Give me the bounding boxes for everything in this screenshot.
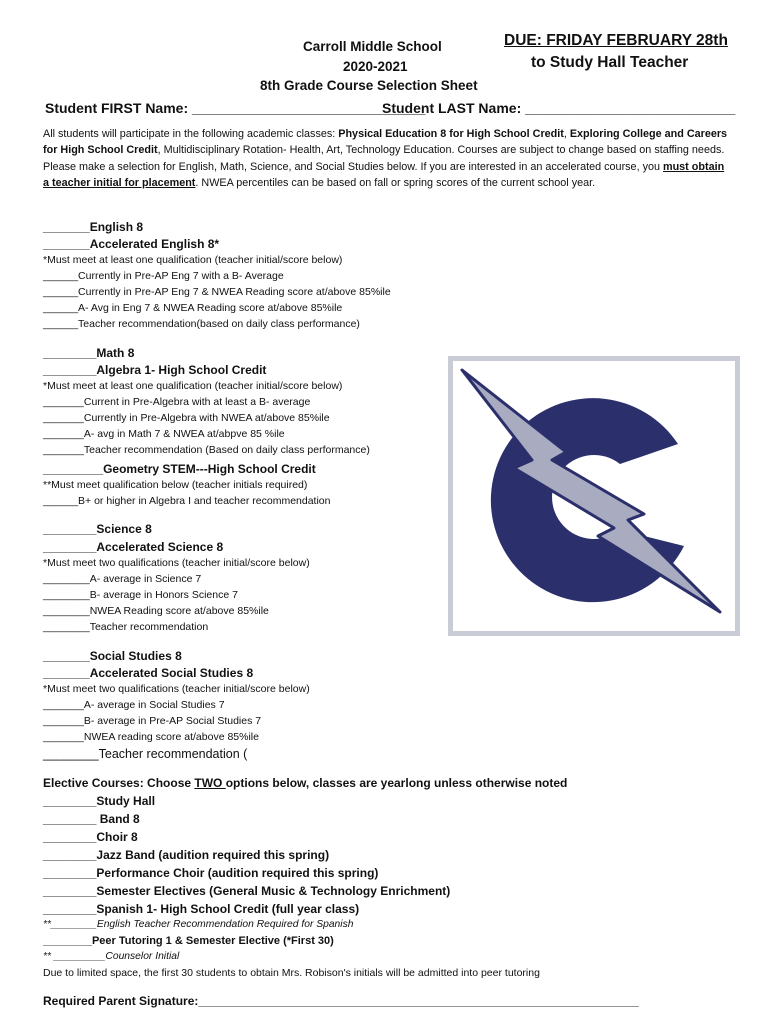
school-year: 2020-2021 [343,59,408,74]
elective-choir[interactable]: ________Choir 8 [43,830,138,844]
science-qual-2[interactable]: ________B- average in Honors Science 7 [43,589,238,601]
counselor-initial-field[interactable]: ** _________Counselor Initial [43,951,180,962]
science-qualification-note: *Must meet two qualifications (teacher initial/score below) [43,557,310,569]
science-qual-3[interactable]: ________NWEA Reading score at/above 85%ile [43,605,269,617]
science-qual-1[interactable]: ________A- average in Science 7 [43,573,202,585]
elective-peer-tutoring[interactable]: ________Peer Tutoring 1 & Semester Elective (*First 30) [43,935,334,947]
spanish-recommendation-note[interactable]: **________English Teacher Recommendation Required for Spanish [43,919,354,930]
electives-heading: Elective Courses: Choose TWO options below, classes are yearlong unless otherwise noted [43,776,568,790]
english-qualification-note: *Must meet at least one qualification (teacher initial/score below) [43,254,343,266]
math-8-option[interactable]: ________Math 8 [43,346,135,360]
science-8-option[interactable]: ________Science 8 [43,522,152,536]
social-qualification-note: *Must meet two qualifications (teacher initial/score below) [43,683,310,695]
social-qual-3[interactable]: _______NWEA reading score at/above 85%ile [43,731,259,743]
english-8-option[interactable]: _______English 8 [43,220,144,234]
math-qual-2[interactable]: _______Currently in Pre-Algebra with NWEA at/above 85%ile [43,412,330,424]
due-date: DUE: FRIDAY FEBRUARY 28th [504,32,728,49]
school-name: Carroll Middle School [303,39,442,54]
social-studies-8-option[interactable]: _______Social Studies 8 [43,649,182,663]
social-qual-1[interactable]: _______A- average in Social Studies 7 [43,699,225,711]
elective-jazz-band[interactable]: ________Jazz Band (audition required this spring) [43,848,330,862]
math-qual-1[interactable]: _______Current in Pre-Algebra with at least a B- average [43,396,311,408]
social-qual-4[interactable]: ________Teacher recommendation ( [43,747,248,761]
elective-band[interactable]: ________ Band 8 [43,812,140,826]
science-qual-4[interactable]: ________Teacher recommendation [43,621,209,633]
math-qual-4[interactable]: _______Teacher recommendation (Based on daily class performance) [43,444,370,456]
geometry-stem-option[interactable]: _________Geometry STEM---High School Credit [43,462,316,476]
parent-signature-field[interactable]: Required Parent Signature:__________________________________________________________________ [43,994,639,1008]
accelerated-science-option[interactable]: ________Accelerated Science 8 [43,540,224,554]
peer-tutoring-note: Due to limited space, the first 30 students to obtain Mrs. Robison's initials will be admitted into peer tutoring [43,967,540,979]
elective-spanish[interactable]: ________Spanish 1- High School Credit (full year class) [43,902,360,916]
elective-study-hall[interactable]: ________Study Hall [43,794,156,808]
social-qual-2[interactable]: _______B- average in Pre-AP Social Studies 7 [43,715,262,727]
algebra-1-option[interactable]: ________Algebra 1- High School Credit [43,363,267,377]
geometry-qual-1[interactable]: ______B+ or higher in Algebra I and teacher recommendation [43,495,331,507]
sheet-title: 8th Grade Course Selection Sheet [260,78,478,93]
english-qual-1[interactable]: ______Currently in Pre-AP Eng 7 with a B- Average [43,270,284,282]
due-recipient: to Study Hall Teacher [531,54,689,71]
english-qual-2[interactable]: ______Currently in Pre-AP Eng 7 & NWEA Reading score at/above 85%ile [43,286,391,298]
accelerated-english-option[interactable]: _______Accelerated English 8* [43,237,220,251]
english-qual-4[interactable]: ______Teacher recommendation(based on daily class performance) [43,318,360,330]
carroll-lightning-c-logo-icon [448,356,740,636]
first-name-field[interactable]: Student FIRST Name: ______________________________ [45,100,426,116]
accelerated-social-studies-option[interactable]: _______Accelerated Social Studies 8 [43,666,254,680]
last-name-field[interactable]: Student LAST Name: ___________________________ [382,100,736,116]
math-qualification-note: *Must meet at least one qualification (teacher initial/score below) [43,380,343,392]
english-qual-3[interactable]: ______A- Avg in Eng 7 & NWEA Reading score at/above 85%ile [43,302,343,314]
elective-performance-choir[interactable]: ________Performance Choir (audition required this spring) [43,866,379,880]
elective-semester[interactable]: ________Semester Electives (General Music & Technology Enrichment) [43,884,451,898]
intro-paragraph: All students will participate in the following academic classes: Physical Education 8 for High School Credit, Exploring College and Careers for High School Credit, Multidisciplinary Rotation- Health, Art, Technology Education. Courses are subject to change based on staffing needs. Please make a selection for English, Math, Science, and Social Studies below. If you are interested in an accelerated course, you must obtain a teacher initial for placement. NWEA percentiles can be based on fall or spring scores of the current school year. [43,128,728,190]
math-qual-3[interactable]: _______A- avg in Math 7 & NWEA at/abpve 85 %ile [43,428,285,440]
geometry-qualification-note: **Must meet qualification below (teacher initials required) [43,479,308,491]
